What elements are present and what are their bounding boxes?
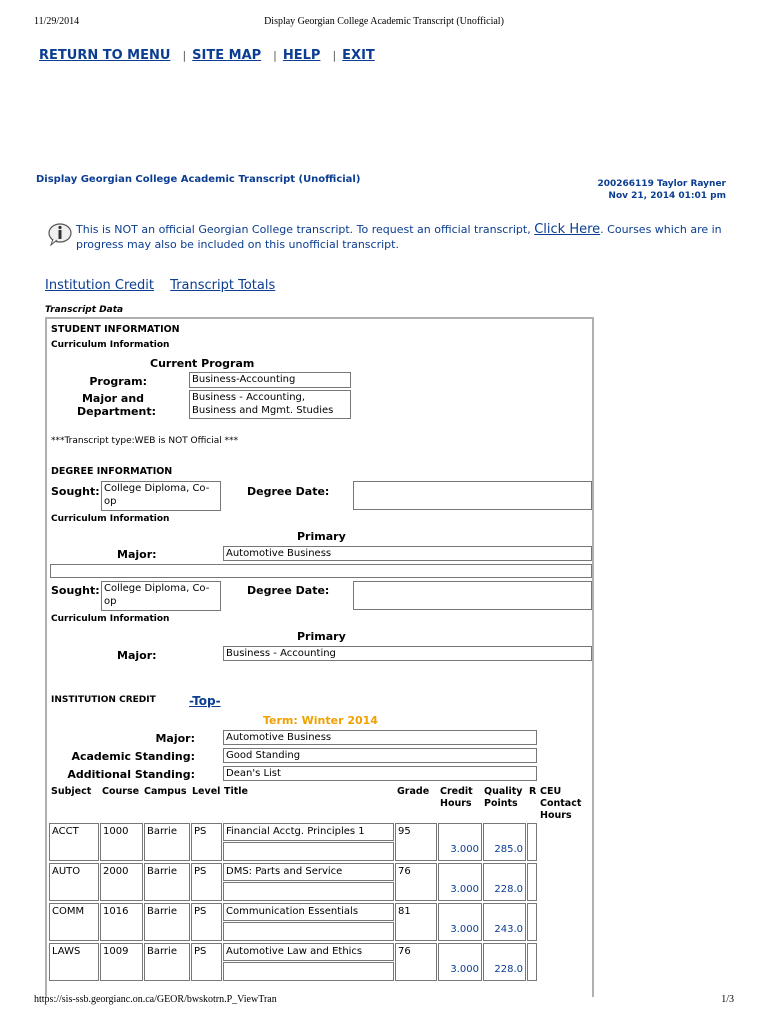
row-level: PS [191,903,222,941]
major-label-2: Major: [117,649,157,662]
row-r [527,903,537,941]
col-campus: Campus [144,786,187,797]
print-title: Display Georgian College Academic Transcript (Unofficial) [264,16,504,27]
row-level: PS [191,823,222,861]
additional-standing-value: Dean's List [223,766,537,781]
row-title-extra [223,842,394,861]
row-level: PS [191,863,222,901]
row-campus: Barrie [144,863,190,901]
major-value-2: Business - Accounting [223,646,592,661]
row-subject: LAWS [49,943,99,981]
row-subject: AUTO [49,863,99,901]
col-course: Course [102,786,140,797]
row-grade: 81 [395,903,437,941]
sought-value-2: op [104,496,117,507]
print-date: 11/29/2014 [34,16,80,27]
row-grade: 95 [395,823,437,861]
footer-page: 1/3 [721,994,734,1005]
page-title: Display Georgian College Academic Transcript (Unofficial) [36,174,361,185]
row-quality: 228.0 [483,943,526,981]
row-campus: Barrie [144,903,190,941]
row-level: PS [191,943,222,981]
row-credit: 3.000 [438,823,482,861]
major-label: Major: [117,548,157,561]
transcript-totals-link[interactable]: Transcript Totals [170,278,276,293]
curriculum-heading: Curriculum Information [51,340,170,350]
row-campus: Barrie [144,943,190,981]
row-r [527,863,537,901]
student-info-heading: STUDENT INFORMATION [51,324,180,335]
major-dept-value [189,390,351,419]
degree-info-heading: DEGREE INFORMATION [51,466,173,477]
major-dept-value-1: Business - Accounting, [192,392,306,403]
degree-date-label-2: Degree Date: [247,584,330,597]
primary-heading: Primary [297,530,346,543]
row-r [527,943,537,981]
curriculum-heading-2: Curriculum Information [51,514,170,524]
row-quality: 285.0 [483,823,526,861]
degree-date-label: Degree Date: [247,485,330,498]
col-r: R [529,786,537,797]
help-link[interactable]: HELP [282,48,321,63]
row-title: Communication Essentials [223,903,394,921]
row-course: 2000 [100,863,143,901]
sought-value-1: College Diploma, Co- [104,483,210,494]
nav-separator: | [332,49,337,62]
sought-label: Sought: [51,485,100,498]
row-credit: 3.000 [438,943,482,981]
program-label: Program: [89,375,147,388]
blank-row [50,564,592,578]
col-subject: Subject [51,786,92,797]
row-title-extra [223,882,394,901]
notice-text-2: . Courses which are in progress may also be included on this unofficial transcript. [76,223,722,251]
row-course: 1000 [100,823,143,861]
ic-major-value: Automotive Business [223,730,537,745]
col-title: Title [224,786,248,797]
curriculum-heading-3: Curriculum Information [51,614,170,624]
academic-standing-value: Good Standing [223,748,537,763]
degree-date-value [353,481,592,510]
transcript-table [45,317,594,997]
ic-major-label: Major: [155,732,195,745]
col-ceu: CEU Contact Hours [540,786,582,821]
row-grade: 76 [395,863,437,901]
user-id-name: 200266119 Taylor Rayner [597,179,726,189]
notice-text: This is NOT an official Georgian College transcript. To request an official transcript, [76,223,535,236]
row-course: 1016 [100,903,143,941]
major-dept-label-2: Department: [77,405,156,418]
col-credit-hours: Credit Hours [440,786,473,809]
row-title: Automotive Law and Ethics [223,943,394,961]
major-dept-value-2: Business and Mgmt. Studies [192,405,334,416]
col-quality-points: Quality Points [484,786,523,809]
row-title-extra [223,922,394,941]
degree-date-value-2 [353,581,592,610]
row-title: Financial Acctg. Principles 1 [223,823,394,841]
nav-separator: | [182,49,187,62]
row-title: DMS: Parts and Service [223,863,394,881]
major-dept-label-1: Major and [81,392,145,405]
row-grade: 76 [395,943,437,981]
program-value: Business-Accounting [189,372,351,388]
footer-url: https://sis-ssb.georgianc.on.ca/GEOR/bwskotrn.P_ViewTran [34,994,277,1005]
row-course: 1009 [100,943,143,981]
col-level: Level [192,786,221,797]
academic-standing-label: Academic Standing: [71,750,195,763]
additional-standing-label: Additional Standing: [67,768,195,781]
section-links [45,278,287,293]
major-value-1: Automotive Business [223,546,592,561]
row-quality: 243.0 [483,903,526,941]
term-heading: Term: Winter 2014 [263,714,378,727]
sought-label-2: Sought: [51,584,100,597]
row-credit: 3.000 [438,863,482,901]
row-subject: COMM [49,903,99,941]
sought-value-2 [101,581,221,611]
unofficial-notice [76,222,726,252]
row-r [527,823,537,861]
col-grade: Grade [397,786,430,797]
user-info [597,178,726,202]
row-credit: 3.000 [438,903,482,941]
transcript-type: ***Transcript type:WEB is NOT Official *** [51,436,239,446]
top-link[interactable]: -Top- [189,694,221,708]
row-campus: Barrie [144,823,190,861]
row-subject: ACCT [49,823,99,861]
primary-heading-2: Primary [297,630,346,643]
exit-link[interactable]: EXIT [342,48,375,63]
institution-credit-heading: INSTITUTION CREDIT [51,695,156,705]
user-timestamp: Nov 21, 2014 01:01 pm [608,191,726,201]
major-dept-label [77,392,156,418]
row-title-extra [223,962,394,981]
info-icon [48,222,72,246]
current-program-heading: Current Program [150,357,255,370]
top-nav [39,48,375,63]
transcript-caption: Transcript Data [45,305,124,315]
sought-value-2a: College Diploma, Co- [104,583,210,594]
return-to-menu-link[interactable]: RETURN TO MENU [39,48,171,63]
institution-credit-link[interactable]: Institution Credit [45,278,155,293]
site-map-link[interactable]: SITE MAP [192,48,262,63]
row-quality: 228.0 [483,863,526,901]
sought-value-2b: op [104,596,117,607]
sought-value [101,481,221,511]
nav-separator: | [273,49,277,62]
click-here-link[interactable]: Click Here [534,222,601,237]
